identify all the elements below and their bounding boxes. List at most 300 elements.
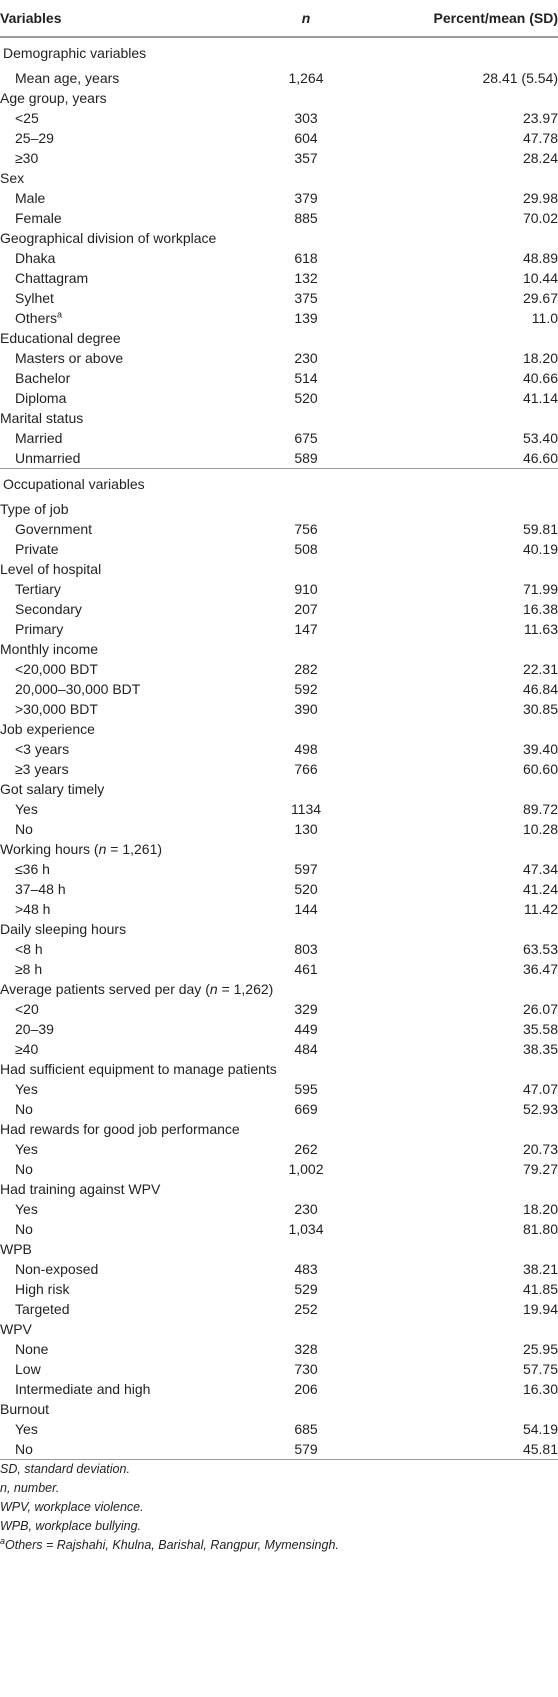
group-label bbox=[0, 919, 126, 939]
group-label bbox=[0, 1239, 32, 1259]
n-value: 282 bbox=[294, 661, 318, 677]
label-text: Primary bbox=[15, 621, 64, 637]
n-value: 730 bbox=[294, 1361, 318, 1377]
n-value: 144 bbox=[294, 901, 318, 917]
percent-value: 29.67 bbox=[522, 290, 558, 306]
percent-value: 47.78 bbox=[522, 130, 558, 146]
header-n: n bbox=[301, 10, 311, 26]
table-row bbox=[0, 1079, 558, 1099]
percent-value: 46.84 bbox=[522, 681, 558, 697]
label-text: High risk bbox=[15, 1281, 70, 1297]
label-text: Type of job bbox=[0, 501, 69, 517]
label-text: Job experience bbox=[0, 721, 95, 737]
percent-value: 45.81 bbox=[522, 1441, 558, 1457]
table-row bbox=[0, 799, 558, 819]
row-label bbox=[15, 348, 123, 368]
label-text: Yes bbox=[15, 1081, 38, 1097]
label-text: Had rewards for good job performance bbox=[0, 1121, 240, 1137]
label-text: <8 h bbox=[15, 941, 43, 957]
label-text: <20 bbox=[15, 1001, 39, 1017]
percent-value: 11.42 bbox=[524, 901, 558, 917]
row-label bbox=[15, 128, 54, 148]
row-label bbox=[15, 519, 92, 539]
n-value: 675 bbox=[294, 430, 318, 446]
table-row bbox=[0, 1379, 558, 1399]
label-text: Female bbox=[15, 210, 62, 226]
percent-value: 20.73 bbox=[522, 1141, 558, 1157]
n-value: 206 bbox=[294, 1381, 318, 1397]
row-label bbox=[15, 368, 70, 388]
percent-value: 11.63 bbox=[524, 621, 558, 637]
percent-value: 25.95 bbox=[522, 1341, 558, 1357]
group-label bbox=[0, 1319, 32, 1339]
group-label bbox=[0, 639, 98, 659]
label-text: Sylhet bbox=[15, 290, 54, 306]
footnote bbox=[0, 1536, 558, 1555]
footnote bbox=[0, 1479, 558, 1498]
row-label bbox=[15, 1079, 38, 1099]
label-text: <3 years bbox=[15, 741, 70, 757]
percent-value: 46.60 bbox=[522, 450, 558, 466]
footnote-text: SD, standard deviation. bbox=[0, 1462, 130, 1476]
table-row bbox=[0, 899, 558, 919]
header-variables: Variables bbox=[0, 10, 62, 26]
table-row bbox=[0, 1439, 558, 1459]
group-row bbox=[0, 919, 558, 939]
n-value: 604 bbox=[294, 130, 318, 146]
table-row bbox=[0, 819, 558, 839]
n-value: 766 bbox=[294, 761, 318, 777]
percent-value: 81.80 bbox=[522, 1221, 558, 1237]
percent-value: 41.24 bbox=[522, 881, 558, 897]
group-row bbox=[0, 839, 558, 859]
row-label bbox=[15, 799, 38, 819]
n-value: 579 bbox=[294, 1441, 318, 1457]
n-value: 132 bbox=[294, 270, 318, 286]
label-text: >30,000 BDT bbox=[15, 701, 98, 717]
n-value: 262 bbox=[294, 1141, 318, 1157]
percent-value: 41.14 bbox=[522, 390, 558, 406]
label-text: Geographical division of workplace bbox=[0, 230, 217, 246]
row-label bbox=[15, 739, 69, 759]
table-row bbox=[0, 348, 558, 368]
percent-value: 10.44 bbox=[522, 270, 558, 286]
n-value: 597 bbox=[294, 861, 318, 877]
label-text: Sex bbox=[0, 170, 25, 186]
table-row bbox=[0, 1139, 558, 1159]
row-label bbox=[15, 579, 61, 599]
group-label bbox=[0, 1179, 160, 1199]
group-label bbox=[0, 228, 216, 248]
label-text: <25 bbox=[15, 110, 39, 126]
group-row bbox=[0, 559, 558, 579]
table-row bbox=[0, 1419, 558, 1439]
row-label bbox=[15, 268, 88, 288]
n-value: 529 bbox=[294, 1281, 318, 1297]
row-label bbox=[15, 248, 55, 268]
percent-value: 19.94 bbox=[522, 1301, 558, 1317]
n-value: 592 bbox=[294, 681, 318, 697]
table-row bbox=[0, 539, 558, 559]
label-text: Age group, years bbox=[0, 90, 107, 106]
table-body bbox=[0, 37, 558, 1459]
table-row bbox=[0, 108, 558, 128]
n-value: 514 bbox=[294, 370, 318, 386]
table-row bbox=[0, 128, 558, 148]
n-value: 328 bbox=[294, 1341, 318, 1357]
table-row bbox=[0, 1299, 558, 1319]
row-label bbox=[15, 759, 69, 779]
percent-value: 39.40 bbox=[522, 741, 558, 757]
percent-value: 29.98 bbox=[522, 190, 558, 206]
table-row bbox=[0, 619, 558, 639]
row-label bbox=[15, 108, 39, 128]
percent-value: 63.53 bbox=[522, 941, 558, 957]
n-value: 357 bbox=[294, 150, 318, 166]
row-label bbox=[15, 619, 63, 639]
table-row bbox=[0, 1019, 558, 1039]
label-text: Government bbox=[15, 521, 93, 537]
label-text: Monthly income bbox=[0, 641, 99, 657]
label-text: Private bbox=[15, 541, 59, 557]
row-label bbox=[15, 1219, 33, 1239]
row-label bbox=[15, 939, 43, 959]
row-label bbox=[15, 1359, 41, 1379]
percent-value: 23.97 bbox=[522, 110, 558, 126]
n-value: 449 bbox=[294, 1021, 318, 1037]
label-text: Bachelor bbox=[15, 370, 71, 386]
section-row bbox=[0, 468, 558, 499]
label-text: WPV bbox=[0, 1321, 32, 1337]
table-row bbox=[0, 308, 558, 328]
label-text: ≥8 h bbox=[15, 961, 43, 977]
group-row bbox=[0, 1059, 558, 1079]
label-text: Demographic variables bbox=[3, 45, 147, 61]
n-value: 303 bbox=[294, 110, 318, 126]
row-label bbox=[15, 1019, 54, 1039]
label-text: WPB bbox=[0, 1241, 32, 1257]
footnote bbox=[0, 1498, 558, 1517]
row-label bbox=[15, 1159, 33, 1179]
row-label bbox=[15, 1339, 48, 1359]
label-text: Chattagram bbox=[15, 270, 89, 286]
row-label bbox=[15, 879, 66, 899]
label-text: >48 h bbox=[15, 901, 51, 917]
label-text: Average patients served per day ( bbox=[0, 981, 210, 997]
percent-value: 40.19 bbox=[522, 541, 558, 557]
label-text: Daily sleeping hours bbox=[0, 921, 127, 937]
group-label bbox=[0, 499, 69, 519]
percent-value: 26.07 bbox=[522, 1001, 558, 1017]
n-value: 207 bbox=[294, 601, 318, 617]
label-text: Had training against WPV bbox=[0, 1181, 161, 1197]
table-row bbox=[0, 1159, 558, 1179]
n-value: 483 bbox=[294, 1261, 318, 1277]
table-row bbox=[0, 1219, 558, 1239]
table-row bbox=[0, 659, 558, 679]
n-value: 230 bbox=[294, 350, 318, 366]
n-value: 139 bbox=[294, 310, 318, 326]
label-text: Occupational variables bbox=[3, 476, 145, 492]
n-value: 230 bbox=[294, 1201, 318, 1217]
percent-value: 71.99 bbox=[522, 581, 558, 597]
percent-value: 59.81 bbox=[522, 521, 558, 537]
table-row bbox=[0, 999, 558, 1019]
table-row bbox=[0, 1199, 558, 1219]
label-text: Diploma bbox=[15, 390, 67, 406]
label-text: Level of hospital bbox=[0, 561, 102, 577]
group-row bbox=[0, 328, 558, 348]
row-label bbox=[15, 1419, 38, 1439]
percent-value: 60.60 bbox=[522, 761, 558, 777]
label-text: No bbox=[15, 1101, 33, 1117]
group-row bbox=[0, 168, 558, 188]
label-text: <20,000 BDT bbox=[15, 661, 98, 677]
n-value: 508 bbox=[294, 541, 318, 557]
table-row bbox=[0, 759, 558, 779]
label-text: Yes bbox=[15, 801, 38, 817]
footnote-text: WPV, workplace violence. bbox=[0, 1500, 144, 1514]
row-label bbox=[15, 428, 62, 448]
label-text: ≥40 bbox=[15, 1041, 39, 1057]
group-label bbox=[0, 88, 107, 108]
percent-value: 47.07 bbox=[522, 1081, 558, 1097]
percent-value: 22.31 bbox=[522, 661, 558, 677]
percent-value: 47.34 bbox=[522, 861, 558, 877]
row-label bbox=[15, 899, 50, 919]
table-row bbox=[0, 1339, 558, 1359]
table-row bbox=[0, 699, 558, 719]
percent-value: 54.19 bbox=[522, 1421, 558, 1437]
row-label bbox=[15, 999, 39, 1019]
n-value: 329 bbox=[294, 1001, 318, 1017]
label-text: None bbox=[15, 1341, 49, 1357]
label-text: Married bbox=[15, 430, 63, 446]
group-row bbox=[0, 1239, 558, 1259]
row-label bbox=[15, 679, 140, 699]
group-row bbox=[0, 639, 558, 659]
percent-value: 38.21 bbox=[522, 1261, 558, 1277]
group-label bbox=[0, 839, 162, 859]
label-text: ≥3 years bbox=[15, 761, 69, 777]
n-value: 252 bbox=[294, 1301, 318, 1317]
row-label bbox=[15, 699, 98, 719]
percent-value: 10.28 bbox=[522, 821, 558, 837]
n-value: 130 bbox=[294, 821, 318, 837]
table-row bbox=[0, 579, 558, 599]
row-label bbox=[15, 819, 33, 839]
percent-value: 28.41 (5.54) bbox=[482, 70, 558, 86]
group-label bbox=[0, 779, 104, 799]
label-text: 20–39 bbox=[15, 1021, 54, 1037]
n-value: 498 bbox=[294, 741, 318, 757]
group-row bbox=[0, 228, 558, 248]
group-row bbox=[0, 1399, 558, 1419]
table-row bbox=[0, 1039, 558, 1059]
label-text: Non-exposed bbox=[15, 1261, 99, 1277]
header-percent-mean: Percent/mean (SD) bbox=[433, 10, 558, 26]
group-label bbox=[0, 408, 83, 428]
table-row bbox=[0, 1259, 558, 1279]
group-row bbox=[0, 1119, 558, 1139]
percent-value: 70.02 bbox=[522, 210, 558, 226]
footnote bbox=[0, 1517, 558, 1536]
percent-value: 16.38 bbox=[522, 601, 558, 617]
label-text: Yes bbox=[15, 1141, 38, 1157]
table-header bbox=[0, 0, 558, 37]
table-row bbox=[0, 388, 558, 408]
label-text: ≥30 bbox=[15, 150, 39, 166]
table-row bbox=[0, 428, 558, 448]
row-label bbox=[15, 148, 38, 168]
label-text: Unmarried bbox=[15, 450, 81, 466]
label-text: Intermediate and high bbox=[15, 1381, 151, 1397]
label-text: Targeted bbox=[15, 1301, 70, 1317]
percent-value: 35.58 bbox=[522, 1021, 558, 1037]
label-suffix: = 1,261) bbox=[106, 841, 163, 857]
n-value: 1134 bbox=[290, 801, 322, 817]
table-row bbox=[0, 368, 558, 388]
table-row bbox=[0, 939, 558, 959]
table-row bbox=[0, 1099, 558, 1119]
row-label bbox=[15, 188, 45, 208]
table-row bbox=[0, 1279, 558, 1299]
n-value: 1,002 bbox=[288, 1161, 324, 1177]
section-label bbox=[3, 469, 145, 499]
label-text: Yes bbox=[15, 1201, 38, 1217]
table-row bbox=[0, 148, 558, 168]
row-label bbox=[15, 388, 66, 408]
label-text: 20,000–30,000 BDT bbox=[15, 681, 141, 697]
footnote-text: n, number. bbox=[0, 1481, 60, 1495]
label-text: Had sufficient equipment to manage patients bbox=[0, 1061, 277, 1077]
row-label bbox=[15, 539, 59, 559]
label-text: Male bbox=[15, 190, 46, 206]
percent-value: 79.27 bbox=[522, 1161, 558, 1177]
label-text: Working hours ( bbox=[0, 841, 99, 857]
n-value: 520 bbox=[294, 390, 318, 406]
n-value: 589 bbox=[294, 450, 318, 466]
n-value: 461 bbox=[294, 961, 318, 977]
table-row bbox=[0, 679, 558, 699]
footnote-marker: a bbox=[0, 1535, 6, 1546]
row-label bbox=[15, 1199, 38, 1219]
table-row bbox=[0, 208, 558, 228]
n-value: 669 bbox=[294, 1101, 318, 1117]
label-text: 25–29 bbox=[15, 130, 54, 146]
label-text: No bbox=[15, 821, 33, 837]
percent-value: 18.20 bbox=[522, 350, 558, 366]
percent-value: 30.85 bbox=[522, 701, 558, 717]
n-value: 1,034 bbox=[288, 1221, 324, 1237]
label-text: Others bbox=[15, 310, 58, 326]
group-row bbox=[0, 499, 558, 519]
label-text: Low bbox=[15, 1361, 41, 1377]
group-row bbox=[0, 1179, 558, 1199]
table-footnotes bbox=[0, 1459, 558, 1555]
n-value: 484 bbox=[294, 1041, 318, 1057]
label-text: Burnout bbox=[0, 1401, 50, 1417]
percent-value: 53.40 bbox=[522, 430, 558, 446]
label-text: Dhaka bbox=[15, 250, 56, 266]
row-label bbox=[15, 1299, 69, 1319]
row-label bbox=[15, 68, 119, 88]
label-text: Educational degree bbox=[0, 330, 121, 346]
label-suffix: = 1,262) bbox=[217, 981, 274, 997]
percent-value: 57.75 bbox=[522, 1361, 558, 1377]
table-row bbox=[0, 739, 558, 759]
row-label bbox=[15, 1099, 33, 1119]
table-row bbox=[0, 68, 558, 88]
footnote bbox=[0, 1460, 558, 1479]
row-label bbox=[15, 208, 62, 228]
table-row bbox=[0, 859, 558, 879]
group-row bbox=[0, 979, 558, 999]
table-row bbox=[0, 268, 558, 288]
row-label bbox=[15, 1139, 38, 1159]
table-row bbox=[0, 188, 558, 208]
label-text: No bbox=[15, 1441, 33, 1457]
table-row bbox=[0, 879, 558, 899]
row-label bbox=[15, 959, 42, 979]
percent-value: 41.85 bbox=[522, 1281, 558, 1297]
n-value: 885 bbox=[294, 210, 318, 226]
group-label bbox=[0, 168, 24, 188]
label-text: Yes bbox=[15, 1421, 38, 1437]
group-label bbox=[0, 1119, 240, 1139]
n-value: 1,264 bbox=[288, 70, 324, 86]
footnote-text: Others = Rajshahi, Khulna, Barishal, Rangpur, Mymensingh. bbox=[5, 1538, 339, 1552]
label-text: No bbox=[15, 1221, 33, 1237]
table-row bbox=[0, 599, 558, 619]
n-value: 910 bbox=[294, 581, 318, 597]
group-label bbox=[0, 1399, 49, 1419]
group-row bbox=[0, 88, 558, 108]
row-label bbox=[15, 1259, 98, 1279]
percent-value: 48.89 bbox=[522, 250, 558, 266]
section-label bbox=[3, 38, 146, 68]
n-value: 375 bbox=[294, 290, 318, 306]
row-label bbox=[15, 659, 98, 679]
label-text: Secondary bbox=[15, 601, 82, 617]
label-text: No bbox=[15, 1161, 33, 1177]
label-text: 37–48 h bbox=[15, 881, 66, 897]
n-value: 147 bbox=[294, 621, 318, 637]
footnote-text: WPB, workplace bullying. bbox=[0, 1519, 142, 1533]
table-row bbox=[0, 248, 558, 268]
group-label bbox=[0, 1059, 277, 1079]
n-value: 756 bbox=[294, 521, 318, 537]
n-value: 520 bbox=[294, 881, 318, 897]
row-label bbox=[15, 1439, 33, 1459]
label-text: Tertiary bbox=[15, 581, 61, 597]
row-label bbox=[15, 1279, 69, 1299]
table-row bbox=[0, 959, 558, 979]
row-label bbox=[15, 308, 62, 328]
table-row bbox=[0, 519, 558, 539]
group-row bbox=[0, 779, 558, 799]
percent-value: 89.72 bbox=[522, 801, 558, 817]
n-value: 379 bbox=[294, 190, 318, 206]
percent-value: 16.30 bbox=[522, 1381, 558, 1397]
italic-n: n bbox=[98, 841, 107, 857]
label-text: Got salary timely bbox=[0, 781, 105, 797]
percent-value: 38.35 bbox=[522, 1041, 558, 1057]
row-label bbox=[15, 1379, 150, 1399]
group-row bbox=[0, 1319, 558, 1339]
group-label bbox=[0, 719, 95, 739]
row-label bbox=[15, 1039, 38, 1059]
